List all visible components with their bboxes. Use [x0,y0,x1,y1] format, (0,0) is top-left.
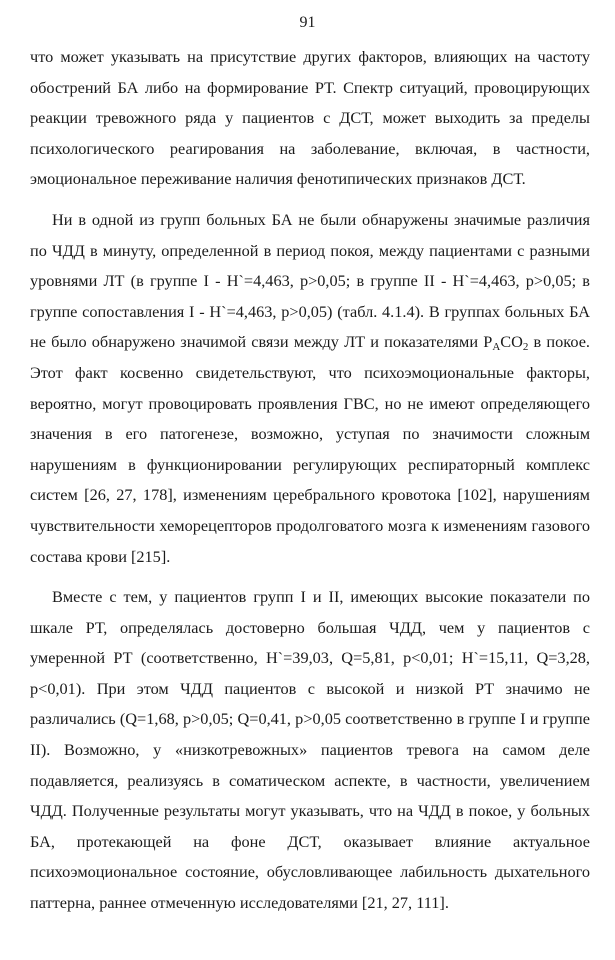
paragraph-2-text-end: в покое. Этот факт косвенно свидетельствуют, что психоэмоциональные факторы, вероятно, могут провоцировать проявления ГВС, но не имеют определяющего значения в его патогенезе, возможно, уступая по значимости сложным нарушениям в функционировании регулирующих респираторный комплекс систем [26, 27, 178], изменениям церебрального кровотока [102], нарушениям чувствительности хеморецепторов продолговатого мозга к изменениям газового состава крови [215]. [30,332,590,566]
page-number: 91 [299,14,316,31]
paragraph-2 [30,205,590,572]
paragraph-2-co: CO [500,332,523,352]
body-text [30,42,590,919]
paragraph-3: Вместе с тем, у пациентов групп I и II, имеющих высокие показатели по шкале РТ, определялась достоверно большая ЧДД, чем у пациентов с умеренной РТ (соответственно, H`=39,03, Q=5,81, p<0,01; H`=15,11, Q=3,28, p<0,01). При этом ЧДД пациентов с высокой и низкой РТ значимо не различались (Q=1,68, p>0,05; Q=0,41, p>0,05 соответственно в группе I и группе II). Возможно, у «низкотревожных» пациентов тревога на самом деле подавляется, реализуясь в соматическом аспекте, в частности, увеличением ЧДД. Полученные результаты могут указывать, что на ЧДД в покое, у больных БА, протекающей на фоне ДСТ, оказывает влияние актуальное психоэмоциональное состояние, обусловливающее лабильность дыхательного паттерна, раннее отмеченную исследователями [21, 27, 111]. [30,587,590,913]
paragraph-2-text-start: Ни в одной из групп больных БА не были обнаружены значимые различия по ЧДД в минуту, определенной в период покоя, между пациентами с разными уровнями ЛТ (в группе I - H`=4,463, p>0,05; в группе II - H`=4,463, p>0,05; в группе сопоставления I - H`=4,463, p>0,05) (табл. 4.1.4). В группах больных БА не было обнаружено значимой связи между ЛТ и показателями P [30,209,590,352]
subscript-2: 2 [522,341,529,354]
paragraph-1: что может указывать на присутствие других факторов, влияющих на частоту обострений БА либо на формирование РТ. Спектр ситуаций, провоцирующих реакции тревожного ряда у пациентов с ДСТ, может выходить за пределы психологического реагирования на заболевание, включая, в частности, эмоциональное переживание наличия фенотипических признаков ДСТ. [30,47,590,189]
subscript-a: A [492,341,501,354]
